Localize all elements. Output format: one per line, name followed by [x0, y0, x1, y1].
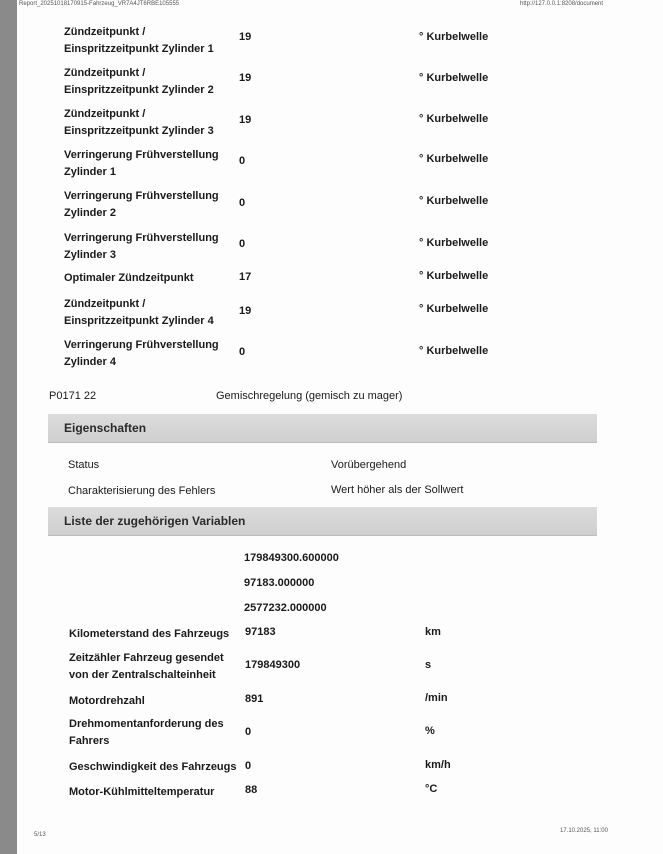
header-report-id: Report_20251018170915-Fahrzeug_VR7A4JT6RBE105555	[19, 1, 180, 7]
param-value: 19	[239, 31, 252, 43]
param-unit: ° Kurbelwelle	[419, 270, 489, 282]
param-unit: ° Kurbelwelle	[419, 72, 489, 84]
variable-label: Geschwindigkeit des Fahrzeugs	[69, 761, 237, 773]
variable-unit: s	[425, 659, 432, 671]
fault-code: P0171 22	[49, 390, 97, 402]
param-unit: ° Kurbelwelle	[419, 195, 489, 207]
variable-unit: km	[425, 626, 441, 638]
param-value: 0	[239, 346, 246, 358]
variable-unit: /min	[425, 692, 448, 704]
variable-value: 0	[245, 726, 252, 738]
variable-label: Drehmomentanforderung des Fahrers	[69, 718, 224, 747]
param-label: Optimaler Zündzeitpunkt	[64, 272, 194, 284]
variable-value: 179849300	[245, 659, 301, 671]
variable-value: 891	[245, 693, 264, 705]
param-value: 19	[239, 114, 252, 126]
variable-unit: km/h	[425, 759, 451, 771]
param-value: 0	[239, 197, 246, 209]
param-label: Verringerung Frühverstellung Zylinder 1	[64, 149, 219, 178]
variable-value: 97183	[245, 626, 276, 638]
param-label: Zündzeitpunkt / Einspritzzeitpunkt Zylinder 3	[64, 108, 214, 137]
param-value: 0	[239, 155, 246, 167]
param-unit: ° Kurbelwelle	[419, 113, 489, 125]
param-label: Zündzeitpunkt / Einspritzzeitpunkt Zylinder 1	[64, 26, 214, 55]
variable-unit: °C	[425, 783, 438, 795]
param-label: Verringerung Frühverstellung Zylinder 3	[64, 232, 219, 261]
variable-label: Motor-Kühlmitteltemperatur	[69, 786, 215, 798]
param-unit: ° Kurbelwelle	[419, 31, 489, 43]
param-value: 17	[239, 271, 252, 283]
raw-value: 2577232.000000	[244, 602, 327, 614]
section-title: Liste der zugehörigen Variablen	[64, 514, 246, 528]
variable-label: Motordrehzahl	[69, 695, 145, 707]
property-value: Vorübergehend	[331, 459, 407, 471]
param-label: Zündzeitpunkt / Einspritzzeitpunkt Zylinder 4	[64, 298, 214, 327]
param-label: Zündzeitpunkt / Einspritzzeitpunkt Zylinder 2	[64, 67, 214, 96]
param-value: 0	[239, 238, 246, 250]
param-unit: ° Kurbelwelle	[419, 345, 489, 357]
footer-timestamp: 17.10.2025, 11:00	[560, 828, 608, 834]
raw-value: 97183.000000	[244, 577, 315, 589]
variable-value: 88	[245, 784, 258, 796]
variable-label: Kilometerstand des Fahrzeugs	[69, 628, 230, 640]
variable-value: 0	[245, 760, 252, 772]
param-value: 19	[239, 72, 252, 84]
param-unit: ° Kurbelwelle	[419, 303, 489, 315]
header-url: http://127.0.0.1:8208/document	[520, 1, 604, 7]
param-unit: ° Kurbelwelle	[419, 237, 489, 249]
param-label: Verringerung Frühverstellung Zylinder 2	[64, 190, 219, 219]
scanner-edge	[0, 0, 17, 854]
property-label: Charakterisierung des Fehlers	[68, 485, 216, 497]
section-header-properties	[48, 414, 597, 443]
section-title: Eigenschaften	[64, 421, 147, 435]
property-label: Status	[68, 459, 100, 471]
raw-value: 179849300.600000	[244, 552, 339, 564]
property-value: Wert höher als der Sollwert	[331, 484, 464, 496]
param-value: 19	[239, 305, 252, 317]
footer-page-number: 5/13	[34, 832, 46, 838]
variable-label: Zeitzähler Fahrzeug gesendet von der Zentralschalteinheit	[69, 652, 224, 681]
param-unit: ° Kurbelwelle	[419, 153, 489, 165]
param-label: Verringerung Frühverstellung Zylinder 4	[64, 339, 219, 368]
section-header-variables	[48, 507, 597, 536]
variable-unit: %	[425, 725, 435, 737]
fault-description: Gemischregelung (gemisch zu mager)	[216, 390, 403, 402]
